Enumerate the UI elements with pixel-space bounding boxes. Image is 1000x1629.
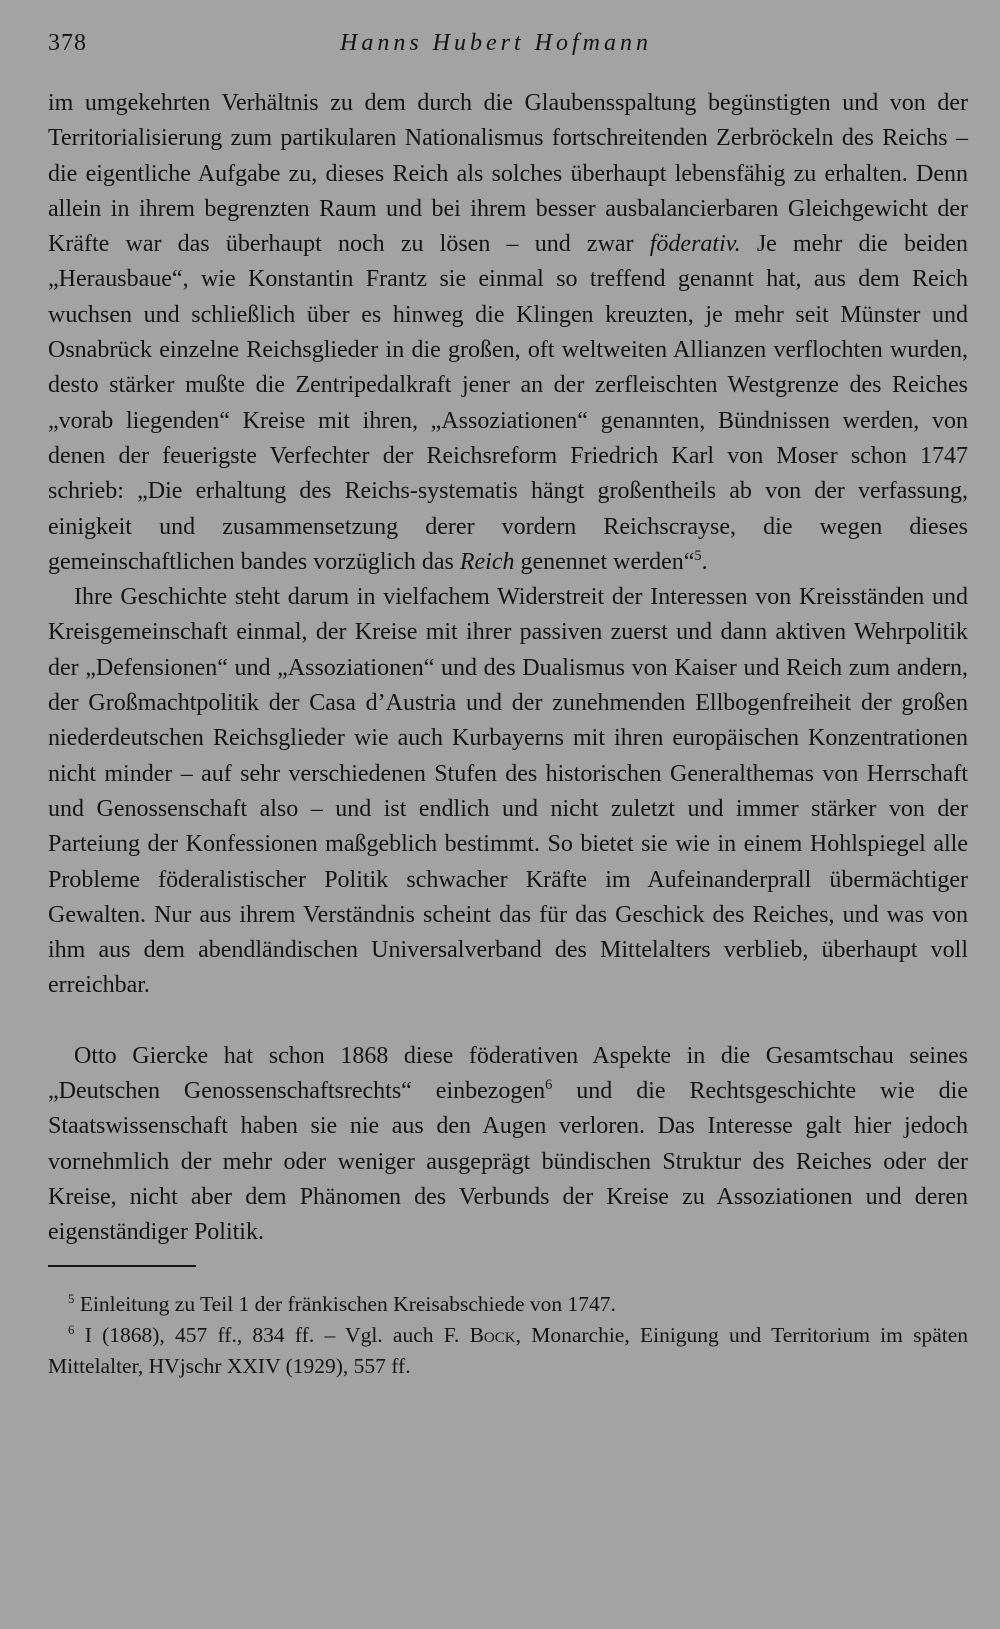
paragraph-1-text-b: Je mehr die beiden „Herausbaue“, wie Konstantin Frantz sie einmal so treffend genannt hat, aus dem Reich wuchsen und schließlich über es hinweg die Klingen kreuzten, je mehr seit Münster und Osnabrück einzelne Reichsglieder in die großen, oft weltweiten Allianzen verflochten wurden, desto stärker mußte die Zentripedalkraft jener an der zerfleischten Westgrenze des Reiches „vorab liegenden“ Kreise mit ihren, „Assoziationen“ genannten, Bündnissen werden, von denen der feuerigste Verfechter der Reichsreform Friedrich Karl von Moser schon 1747 schrieb: „Die erhaltung des Reichs-systematis hängt großentheils ab von der verfassung, einigkeit und zusammensetzung derer vordern Reichscrayse, die wegen dieses gemeinschaftlichen bandes vorzüglich das: [48, 231, 968, 575]
emphasis-foederativ: föderativ.: [649, 231, 741, 258]
footnote-text: Einleitung zu Teil 1 der fränkischen Kreisabschiede von 1747.: [79, 1291, 616, 1316]
page-number: 378: [48, 30, 87, 56]
paragraph-1: [48, 86, 968, 580]
footnote-author: Bock: [469, 1322, 516, 1347]
page-header: [48, 30, 968, 74]
footnote-separator: [48, 1265, 196, 1267]
paragraph-1-text-a: im umgekehrten Verhältnis zu dem durch die Glaubensspaltung begünstigten und von der Territorialisierung zum partikularen Nationalismus fortschreitenden Zerbröckeln des Reichs – die eigentliche Aufgabe zu, dieses Reich als solches überhaupt lebensfähig zu erhalten. Denn allein in ihrem begrenzten Raum und bei ihrem besser ausbalancierbaren Gleichgewicht der Kräfte war das überhaupt noch zu lösen – und zwar: [48, 90, 968, 258]
footnote-6: [48, 1320, 968, 1382]
running-head: Hanns Hubert Hofmann: [340, 30, 652, 56]
main-text: [48, 86, 968, 1251]
footnote-ref-5[interactable]: 5: [694, 547, 702, 564]
paragraph-2: Ihre Geschichte steht darum in vielfachem Widerstreit der Interessen von Kreisständen und Kreisgemeinschaft einmal, der Kreise mit ihrer passiven zuerst und dann aktiven Wehrpolitik der „Defensionen“ und „Assoziationen“ und des Dualismus von Kaiser und Reich zum andern, der Großmachtpolitik der Casa d’Austria und der zunehmenden Ellbogenfreiheit der großen niederdeutschen Reichsglieder wie auch Kurbayerns mit ihren europäischen Konzentrationen nicht minder – auf sehr verschiedenen Stufen des historischen Generalthemas von Herrschaft und Genossenschaft also – und ist endlich und nicht zuletzt und immer stärker von der Parteiung der Konfessionen maßgeblich bestimmt. So bietet sie wie in einem Hohlspiegel alle Probleme föderalistischer Politik schwacher Kräfte im Aufeinanderprall übermächtiger Gewalten. Nur aus ihrem Verständnis scheint das für das Geschick des Reiches, und was von ihm aus dem abendländischen Universalverband des Mittelalters verblieb, überhaupt voll erreichbar.: [48, 584, 968, 999]
emphasis-reich: Reich: [459, 548, 515, 575]
footnotes: [48, 1289, 968, 1382]
footnote-mark: 6: [68, 1322, 75, 1337]
footnote-ref-6[interactable]: 6: [545, 1077, 553, 1094]
paragraph-3-text-b: und die Rechtsgeschichte wie die Staatswissenschaft haben sie nie aus den Augen verloren. Das Interesse galt hier jedoch vornehmlich der mehr oder weniger ausgeprägt bündischen Struktur des Reiches oder der Kreise, nicht aber dem Phänomen des Verbunds der Kreise zu Assoziationen und deren eigenständiger Politik.: [48, 1078, 968, 1246]
paragraph-3: [48, 1039, 968, 1251]
paragraph-1-end: .: [701, 548, 708, 575]
book-page: [48, 30, 968, 1382]
paragraph-1-text-c: genennet werden“: [514, 548, 695, 575]
paragraph-3-text-a: Otto Giercke hat schon 1868 diese föderativen Aspekte in die Gesamtschau seines „Deutschen Genossenschaftsrechts“ einbezogen: [48, 1042, 968, 1105]
footnote-mark: 5: [68, 1291, 75, 1306]
section-break: [48, 1004, 968, 1039]
footnote-5: [48, 1289, 968, 1320]
footnote-text-a: I (1868), 457 ff., 834 ff. – Vgl. auch F.: [84, 1322, 470, 1347]
footnote-text-b: , Monarchie, Einigung und Territorium im späten Mittelalter, HVjschr XXIV (1929), 557 ff.: [48, 1322, 969, 1378]
